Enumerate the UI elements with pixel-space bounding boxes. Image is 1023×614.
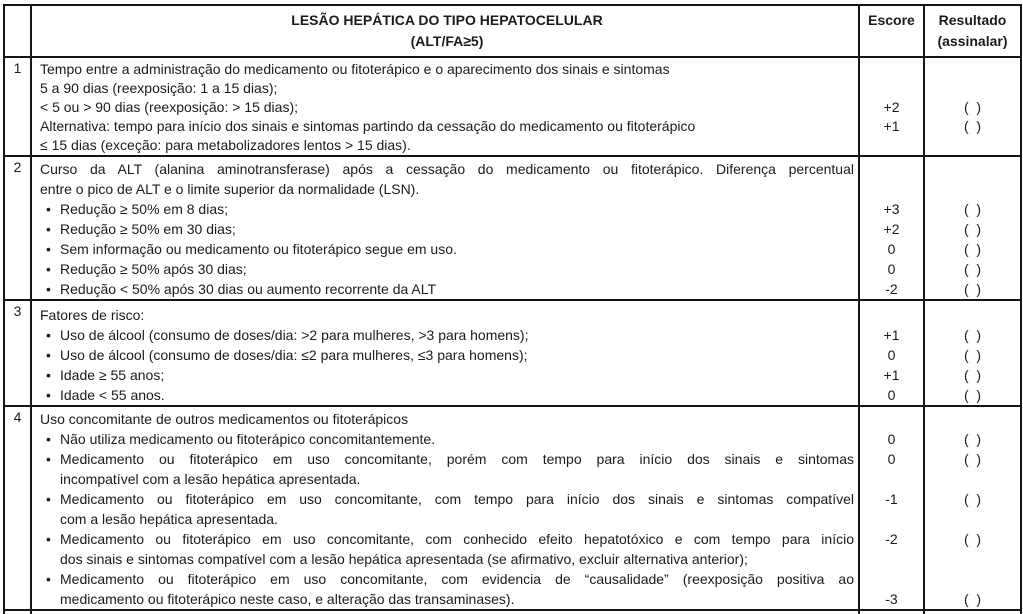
- result-blank: ( ): [963, 221, 982, 237]
- result-blank: ( ): [963, 261, 982, 277]
- score-value: [860, 469, 923, 489]
- score-value: [860, 159, 923, 179]
- result-blank: [925, 569, 1020, 589]
- criterion-text: • Sem informação ou medicamento ou fitoterápico segue em uso.: [40, 239, 854, 259]
- result-blank: ( ): [963, 118, 982, 134]
- result-blank: [925, 159, 1020, 179]
- criterion-text: com a lesão hepática apresentada.: [60, 511, 278, 527]
- result-blank: ( ): [963, 327, 982, 343]
- result-blank: ( ): [963, 387, 982, 403]
- criterion-text: • Redução ≥ 50% após 30 dias;: [40, 259, 854, 279]
- result-blank: [925, 469, 1020, 489]
- criterion-text: dos sinais e sintomas compatível com a lesão hepática apresentada (se afirmativo, excluir alternativa anterior);: [60, 551, 748, 567]
- result-blank: [925, 549, 1020, 569]
- criteria-cell: [31, 406, 859, 610]
- result-blank: [925, 179, 1020, 199]
- score-value: +3: [883, 201, 900, 217]
- score-value: [860, 79, 923, 98]
- header-number-cell: [4, 5, 31, 57]
- result-blank: ( ): [963, 531, 982, 547]
- result-column-header-line1: Resultado: [938, 12, 1007, 28]
- score-value: [860, 305, 923, 325]
- result-cell: [924, 610, 1021, 614]
- header-title-cell: [31, 5, 859, 57]
- result-blank: ( ): [963, 281, 982, 297]
- criterion-text: Alternativa: tempo para início dos sinais e sintomas partindo da cessação do medicamento ou fitoterápico: [40, 118, 696, 134]
- criterion-text: • Medicamento ou fitoterápico em uso concomitante, porém com tempo para início dos sinais e sintomas: [40, 449, 854, 469]
- score-value: 0: [887, 431, 896, 447]
- score-value: [860, 409, 923, 429]
- score-cell: [859, 610, 924, 614]
- row-number: 4: [4, 406, 31, 610]
- table-title-line2: (ALT/FA≥5): [410, 33, 484, 49]
- result-blank: [925, 136, 1020, 155]
- criterion-text: Fatores de risco:: [40, 307, 145, 323]
- table-title-line1: LESÃO HEPÁTICA DO TIPO HEPATOCELULAR: [291, 12, 603, 28]
- score-value: 0: [887, 451, 896, 467]
- header-result-cell: [924, 5, 1021, 57]
- score-value: 0: [887, 347, 896, 363]
- row-number: 1: [4, 57, 31, 156]
- result-blank: [925, 79, 1020, 98]
- criteria-cell: [31, 156, 859, 300]
- result-blank: ( ): [963, 591, 982, 607]
- table-row: [4, 300, 1021, 406]
- score-value: [860, 569, 923, 589]
- criteria-cell: [31, 300, 859, 406]
- result-blank: ( ): [963, 201, 982, 217]
- score-value: +2: [883, 99, 900, 115]
- table-row: [4, 57, 1021, 156]
- criterion-text: • Não utiliza medicamento ou fitoterápico concomitantemente.: [40, 429, 854, 449]
- row-number: [4, 610, 31, 614]
- score-value: [860, 179, 923, 199]
- score-cell: [859, 406, 924, 610]
- criterion-text: Curso da ALT (alanina aminotransferase) após a cessação do medicamento ou fitoterápico. Diferença percentual: [40, 161, 854, 177]
- score-value: -2: [885, 531, 898, 547]
- header-score-cell: [859, 5, 924, 57]
- criterion-text: Uso concomitante de outros medicamentos ou fitoterápicos: [40, 411, 409, 427]
- score-value: [860, 549, 923, 569]
- result-blank: ( ): [963, 347, 982, 363]
- criteria-cell: [31, 610, 859, 614]
- score-column-header: Escore: [868, 12, 915, 28]
- table-row: [4, 406, 1021, 610]
- score-value: 0: [887, 261, 896, 277]
- score-value: [860, 60, 923, 79]
- score-value: +1: [883, 367, 900, 383]
- result-blank: ( ): [963, 491, 982, 507]
- criterion-text: • Idade < 55 anos.: [40, 385, 854, 405]
- table-header-row: [4, 5, 1021, 57]
- criterion-text: < 5 ou > 90 dias (reexposição: > 15 dias);: [40, 99, 298, 115]
- criterion-text: • Redução < 50% após 30 dias ou aumento recorrente da ALT: [40, 279, 854, 299]
- score-value: [860, 136, 923, 155]
- score-value: +1: [883, 118, 900, 134]
- criterion-text: Tempo entre a administração do medicamento ou fitoterápico e o aparecimento dos sinais e sintomas: [40, 61, 670, 77]
- score-value: -2: [885, 281, 898, 297]
- result-blank: [925, 509, 1020, 529]
- row-number: 3: [4, 300, 31, 406]
- criterion-text: entre o pico de ALT e o limite superior da normalidade (LSN).: [40, 181, 420, 197]
- result-blank: [925, 305, 1020, 325]
- result-cell: [924, 57, 1021, 156]
- score-value: +2: [883, 221, 900, 237]
- criterion-text: • Medicamento ou fitoterápico em uso concomitante, com tempo para início dos sinais e sintomas compatível: [40, 489, 854, 509]
- score-value: 0: [887, 387, 896, 403]
- criterion-text: • Redução ≥ 50% em 30 dias;: [40, 219, 854, 239]
- result-blank: ( ): [963, 99, 982, 115]
- row-number: 2: [4, 156, 31, 300]
- result-blank: ( ): [963, 241, 982, 257]
- score-cell: [859, 57, 924, 156]
- criterion-text: • Redução ≥ 50% em 8 dias;: [40, 199, 854, 219]
- score-cell: [859, 300, 924, 406]
- result-column-header-line2: (assinalar): [937, 33, 1008, 49]
- score-value: -3: [885, 591, 898, 607]
- result-cell: [924, 156, 1021, 300]
- score-cell: [859, 156, 924, 300]
- assessment-table: [3, 4, 1022, 614]
- score-value: -1: [885, 491, 898, 507]
- result-blank: [925, 60, 1020, 79]
- criterion-text: ≤ 15 dias (exceção: para metabolizadores lentos > 15 dias).: [40, 137, 411, 153]
- criterion-text: • Medicamento ou fitoterápico em uso concomitante, com conhecido efeito hepatotóxico e com tempo para início: [40, 529, 854, 549]
- criterion-text: 5 a 90 dias (reexposição: 1 a 15 dias);: [40, 80, 278, 96]
- criterion-text: • Uso de álcool (consumo de doses/dia: ≤2 para mulheres, ≤3 para homens);: [40, 345, 854, 365]
- criteria-cell: [31, 57, 859, 156]
- table-row-partial: [4, 610, 1021, 614]
- result-blank: ( ): [963, 367, 982, 383]
- criterion-text: • Uso de álcool (consumo de doses/dia: >2 para mulheres, >3 para homens);: [40, 325, 854, 345]
- criterion-text: incompatível com a lesão hepática apresentada.: [60, 471, 361, 487]
- score-value: +1: [883, 327, 900, 343]
- criterion-text: • Medicamento ou fitoterápico em uso concomitante, com evidencia de “causalidade” (reexposição positiva ao: [40, 569, 854, 589]
- score-value: 0: [887, 241, 896, 257]
- result-cell: [924, 300, 1021, 406]
- result-blank: ( ): [963, 451, 982, 467]
- score-value: [860, 509, 923, 529]
- result-cell: [924, 406, 1021, 610]
- table-row: [4, 156, 1021, 300]
- result-blank: [925, 409, 1020, 429]
- criterion-text: • Idade ≥ 55 anos;: [40, 365, 854, 385]
- result-blank: ( ): [963, 431, 982, 447]
- criterion-text: medicamento ou fitoterápico neste caso, e alteração das transaminases).: [60, 591, 515, 607]
